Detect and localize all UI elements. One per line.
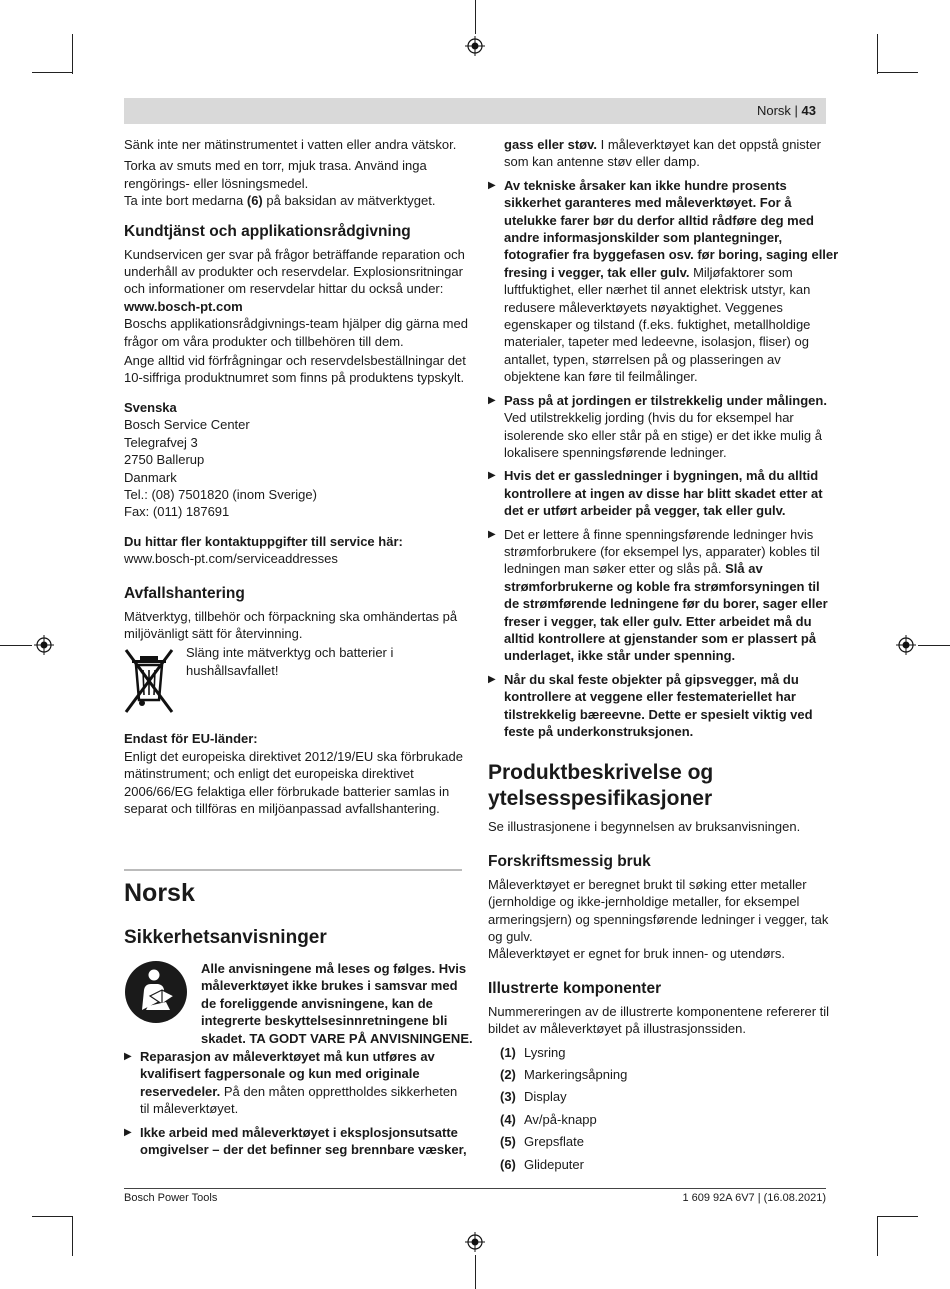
text-line: Nummereringen av de illustrerte komponentene refererer til [488, 1003, 830, 1019]
crop-mark [32, 72, 72, 73]
text-line: Ange alltid vid förfrågningar och reservdelsbeställningar det [124, 353, 466, 369]
footer-right: 1 609 92A 6V7 | (16.08.2021) [682, 1192, 826, 1204]
text-line: Enligt det europeiska direktivet 2012/19/EU ska förbrukade [124, 748, 463, 764]
text-line: 2006/66/EG felaktiga eller förbrukade batterier samlas in [124, 783, 450, 799]
text-line: 10-siffriga produktnumret som finns på produktens typskylt. [124, 370, 465, 386]
crop-mark [918, 645, 950, 646]
text-line: och informationer om reservdelar hittar du också under: [124, 281, 444, 297]
text-line: Alle anvisningene må leses og følges. Hvis [201, 961, 467, 976]
eu-title: Endast för EU-länder: [124, 731, 258, 747]
right-column: gass eller støv. I måleverktøyet kan det oppstå gnister som kan antenne støv eller damp. ▶ Av tekniske årsaker kan ikke hundre prosents sikkerhet garanteres med måleverktøyet. For å utelukke farer bør du derfor alltid rådføre deg med andre informasjonskilder som plantegninger, fotografier fra byggefasen osv. før boring, saging eller fresing i vegger, tak eller gulv. Miljøfaktorer som luftfuktighet, eller nærhet til annet elektrisk utstyr, kan redusere måleverktøyets nøyaktighet. Veggenes egenskaper og tilstand (f.eks. fuktighet, metallholdige materialer, tapeter med ledeevne, isolasjon, fliser) og antallet, typen, størrelsen på og plasseringen av objektene kan føre til feilmålinger. ▶ Pass på at jordingen er tilstrekkelig under målingen. Ved utilstrekkelig jording (hvis du for eksempel har isolerende sko eller står på en stige) er det ikke mulig å lokalisere spenningsførende ledninger. ▶ Hvis det er gassledninger i bygningen, må du alltid kontrollere at ingen av disse har blitt skadet etter at det er utført arbeider på vegger, tak eller gulv. ▶ Det er lettere å finne spenningsførende ledninger hvis strømforbrukere (for eksempel lys, apparater) kobles til ledningen man søker etter og slås på. Slå av strømforbrukerne og koble fra strømforsyningen til de strømførende ledningene før du borer, sager eller freser i vegger, tak eller gulv. Etter arbeidet må du alltid kontrollere at gjenstander som er plassert på underlaget, ikke står under spenning. ▶ Når du skal feste objekter på gipsvegger, må du kontrollere at veggene eller festemateriellet har tilstrekkelig bæreevne. Dette er spesielt viktig ved feste på underkonstruksjonen. Produktbeskrivelse og ytelsesspesifikasjoner Se illustrasjonene i begynnelsen av bruksanvisningen. Forskriftsmessig bruk Måleverktøyet er beregnet brukt til søking etter metaller (jernholdige og ikke-jernholdige metaller, for eksempel armeringsjern) og spenningsførende ledninger i vegger, tak og gulv. Måleverktøyet er egnet for bruk innen- og utendørs. Illustrerte komponenter Nummereringen av de illustrerte komponentene refererer til bildet av måleverktøyet på illustrasjonssiden. (1) Lysring (2) Markeringsåpning (3) Display (4) Av/på-knapp (5) Grepsflate (6) Glideputer [488, 136, 833, 1178]
text-line: Torka av smuts med en torr, mjuk trasa. Använd inga [124, 158, 427, 174]
bullet-arrow-icon [124, 1124, 132, 1141]
footer-left: Bosch Power Tools [124, 1192, 218, 1204]
registration-mark-icon [896, 635, 916, 655]
text-line: separat och tillföras en miljöanpassad avfallshantering. [124, 800, 440, 816]
section-divider [124, 869, 462, 871]
page-number: 43 [801, 103, 816, 118]
text-line: underhåll av produkter och reservdelar. Explosionsritningar [124, 264, 463, 280]
text-line: hushållsavfallet! [186, 662, 279, 678]
bullet-arrow-icon [488, 177, 496, 194]
text-line: Se illustrasjonene i begynnelsen av bruksanvisningen. [488, 819, 801, 835]
crop-mark [878, 1216, 918, 1217]
text-line: og gulv. [488, 929, 533, 945]
list-item: (1) Lysring [500, 1044, 566, 1060]
safety-bullet: ▶ Ikke arbeid med måleverktøyet i eksplosjonsutsatte omgivelser – der det befinner seg brennbare væsker, [124, 1124, 469, 1159]
weee-notice [124, 642, 469, 720]
language-title: Norsk [124, 879, 195, 907]
text-line: armeringsjern) og spenningsførende ledninger i vegger, tak [488, 911, 829, 927]
text-line: Måleverktøyet er egnet for bruk innen- og utendørs. [488, 946, 785, 962]
text-line: de foreliggende anvisningene, kan de [201, 995, 433, 1011]
service-url: www.bosch-pt.com [124, 298, 243, 314]
bullet-arrow-icon [488, 671, 496, 688]
section-heading: Forskriftsmessig bruk [488, 852, 651, 870]
read-manual-icon [124, 960, 188, 1024]
text-line: Måleverktøyet er beregnet brukt til søking etter metaller [488, 876, 807, 892]
safety-bullet: ▶ Av tekniske årsaker kan ikke hundre prosents sikkerhet garanteres med måleverktøyet. For å utelukke farer bør du derfor alltid rådføre deg med andre informasjonskilder som plantegninger, fotografier fra byggefasen osv. før boring, saging eller fresing i vegger, tak eller gulv. Miljøfaktorer som luftfuktighet, eller nærhet til annet elektrisk utstyr, kan redusere måleverktøyets nøyaktighet. Veggenes egenskaper og tilstand (f.eks. fuktighet, metallholdige materialer, tapeter med ledeevne, isolasjon, fliser) og antallet, typen, størrelsen på og plasseringen av objektene kan føre til feilmålinger. [488, 177, 833, 386]
section-heading: Kundtjänst och applikationsrådgivning [124, 222, 411, 240]
text-line: mätinstrument; och enligt det europeiska direktivet [124, 766, 414, 782]
registration-mark-icon [465, 36, 485, 56]
list-item: (3) Display [500, 1089, 567, 1105]
page-header-text: Norsk | 43 [756, 103, 816, 118]
list-item: (6) Glideputer [500, 1156, 584, 1172]
crop-mark [475, 1255, 476, 1289]
safety-bullet: ▶ Det er lettere å finne spenningsførende ledninger hvis strømforbrukere (for eksempel lys, apparater) kobles til ledningen man søker etter og slås på. Slå av strømforbrukerne og koble fra strømforsyningen til de strømførende ledningene før du borer, sager eller freser i vegger, tak eller gulv. Etter arbeidet må du alltid kontrollere at gjenstander som er plassert på underlaget, ikke står under spenning. [488, 526, 833, 665]
safety-bullet: ▶ Reparasjon av måleverktøyet må kun utføres av kvalifisert fagpersonale og kun med originale reservedeler. På den måten opprettholdes sikkerheten til måleverktøyet. [124, 1048, 469, 1118]
crossed-bin-icon [124, 648, 176, 714]
safety-bullet: ▶ Hvis det er gassledninger i bygningen, må du alltid kontrollere at ingen av disse har blitt skadet etter at det er utført arbeider på vegger, tak eller gulv. [488, 467, 833, 519]
bullet-arrow-icon [124, 1048, 132, 1065]
text-line: (jernholdige og ikke-jernholdige metaller, for eksempel [488, 894, 800, 910]
bullet-arrow-icon [488, 467, 496, 484]
safety-bullet: ▶ Pass på at jordingen er tilstrekkelig under målingen. Ved utilstrekkelig jording (hvis du for eksempel har isolerende sko eller står på en stige) er det ikke mulig å lokalisere spenningsførende ledninger. [488, 392, 833, 462]
component-list [488, 1044, 833, 1173]
list-item: (2) Markeringsåpning [500, 1067, 628, 1083]
crop-mark [877, 1216, 878, 1256]
text-line: Släng inte mätverktyg och batterier i [186, 645, 394, 661]
list-item: (5) Grepsflate [500, 1134, 584, 1150]
crop-mark [877, 34, 878, 74]
text-line: bildet av måleverktøyet på illustrasjonssiden. [488, 1021, 746, 1037]
crop-mark [878, 72, 918, 73]
text-line: måleverktøyet ikke brukes i samsvar med [201, 978, 458, 994]
product-title: Produktbeskrivelse og ytelsesspesifikasjoner [488, 761, 714, 811]
safety-intro [124, 958, 473, 1048]
page-header [124, 98, 826, 124]
section-heading: Avfallshantering [124, 584, 245, 602]
registration-mark-icon [34, 635, 54, 655]
list-item: (4) Av/på-knapp [500, 1111, 597, 1127]
text-line: frågor om våra produkter och tillbehören till dem. [124, 333, 404, 349]
text-line: miljövänligt sätt för återvinning. [124, 625, 303, 641]
text-line: Sänk inte ner mätinstrumentet i vatten eller andra vätskor. [124, 137, 457, 152]
bullet-arrow-icon [488, 392, 496, 409]
left-column [124, 136, 469, 817]
crop-mark [72, 1216, 73, 1256]
address-block: Bosch Service Center Telegrafvej 3 2750 Ballerup Danmark Tel.: (08) 7501820 (inom Sverige) Fax: (011) 187691 [124, 417, 317, 520]
text-line: Kundservicen ger svar på frågor beträffande reparation och [124, 246, 465, 262]
text-line: skadet. TA GODT VARE PÅ ANVISNINGENE. [201, 1030, 473, 1046]
section-heading: Illustrerte komponenter [488, 979, 662, 997]
safety-bullet: ▶ Når du skal feste objekter på gipsvegger, må du kontrollere at veggene eller festemateriellet har tilstrekkelig bæreevne. Dette er spesielt viktig ved feste på underkonstruksjonen. [488, 671, 833, 741]
crop-mark [32, 1216, 72, 1217]
crop-mark [0, 645, 32, 646]
crop-mark [475, 0, 476, 34]
text-line: Mätverktyg, tillbehör och förpackning ska omhändertas på [124, 608, 458, 624]
footer-divider [124, 1188, 826, 1189]
contact-title: Du hittar fler kontaktuppgifter till service här: [124, 533, 403, 549]
contact-url: www.bosch-pt.com/serviceaddresses [124, 551, 338, 567]
text-line: Boschs applikationsrådgivnings-team hjälper dig gärna med [124, 316, 468, 332]
left-column-norsk [124, 878, 473, 1164]
section-heading: Sikkerhetsanvisninger [124, 927, 327, 948]
text-line: rengörings- eller lösningsmedel. [124, 175, 309, 191]
registration-mark-icon [465, 1232, 485, 1252]
address-title: Svenska [124, 399, 177, 415]
text-line: Ta inte bort medarna (6) på baksidan av mätverktyget. [124, 193, 436, 209]
bullet-arrow-icon [488, 526, 496, 543]
crop-mark [72, 34, 73, 74]
text-line: integrerte beskyttelsesinnretningene bli [201, 1013, 448, 1029]
